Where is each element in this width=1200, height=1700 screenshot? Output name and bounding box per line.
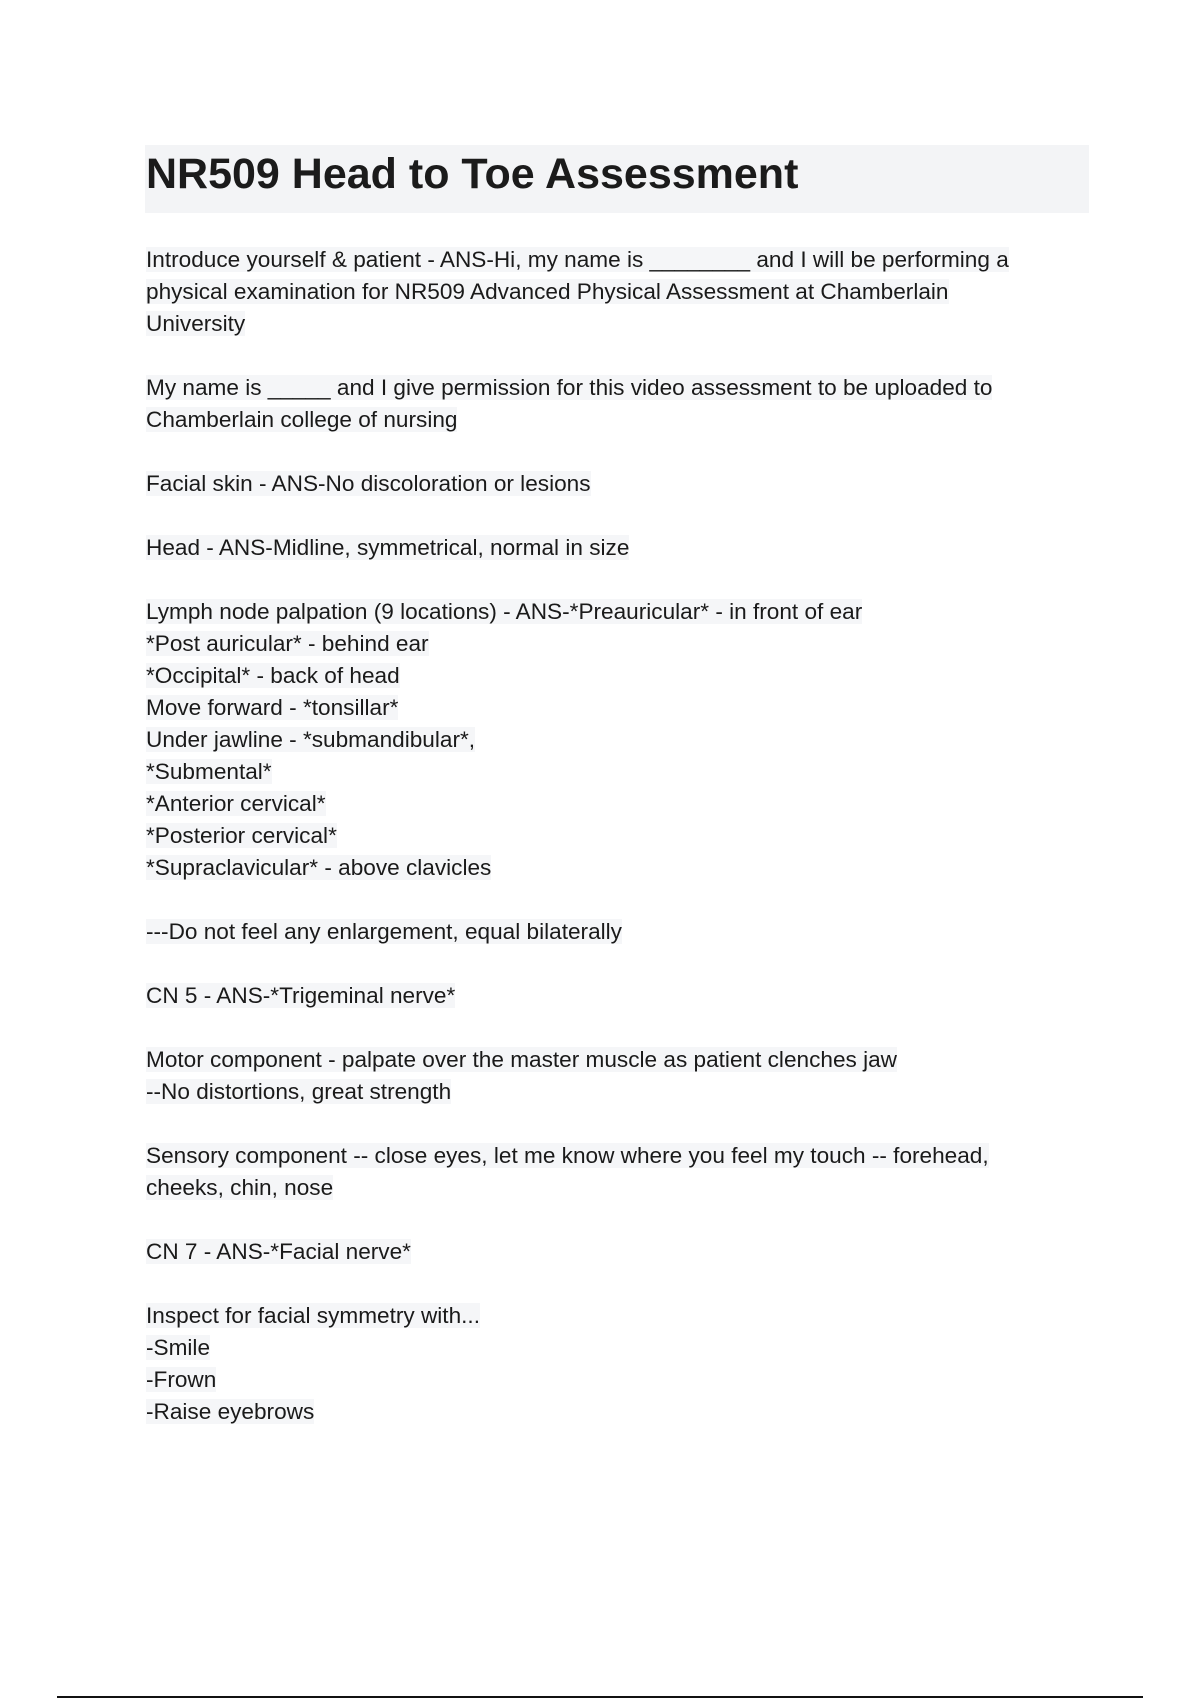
paragraph-sensory-component bbox=[146, 1140, 1086, 1204]
paragraph-motor-component bbox=[146, 1044, 1086, 1108]
paragraph-lymph-nodes bbox=[146, 596, 1086, 884]
text-line: University bbox=[146, 311, 246, 336]
text-line: *Submental* bbox=[146, 759, 272, 784]
text-line: *Anterior cervical* bbox=[146, 791, 326, 816]
text-line: Sensory component -- close eyes, let me know where you feel my touch -- forehead, bbox=[146, 1143, 989, 1168]
text-line: Inspect for facial symmetry with... bbox=[146, 1303, 480, 1328]
text-line: CN 7 - ANS-*Facial nerve* bbox=[146, 1239, 411, 1264]
paragraph-cn7 bbox=[146, 1236, 1086, 1268]
text-line: Chamberlain college of nursing bbox=[146, 407, 458, 432]
footer-divider bbox=[57, 1696, 1143, 1698]
text-line: Facial skin - ANS-No discoloration or lesions bbox=[146, 471, 591, 496]
text-line: physical examination for NR509 Advanced Physical Assessment at Chamberlain bbox=[146, 279, 949, 304]
text-line: ---Do not feel any enlargement, equal bilaterally bbox=[146, 919, 622, 944]
text-line: Head - ANS-Midline, symmetrical, normal in size bbox=[146, 535, 630, 560]
text-line: -Frown bbox=[146, 1367, 217, 1392]
text-line: *Post auricular* - behind ear bbox=[146, 631, 429, 656]
text-line: Motor component - palpate over the master muscle as patient clenches jaw bbox=[146, 1047, 897, 1072]
paragraph-facial-skin bbox=[146, 468, 1086, 500]
paragraph-introduction bbox=[146, 244, 1086, 340]
text-line: cheeks, chin, nose bbox=[146, 1175, 334, 1200]
text-line: *Posterior cervical* bbox=[146, 823, 337, 848]
paragraph-head bbox=[146, 532, 1086, 564]
text-line: Introduce yourself & patient - ANS-Hi, my name is ________ and I will be performing a bbox=[146, 247, 1009, 272]
text-line: CN 5 - ANS-*Trigeminal nerve* bbox=[146, 983, 456, 1008]
text-line: My name is _____ and I give permission for this video assessment to be uploaded to bbox=[146, 375, 993, 400]
text-line: Under jawline - *submandibular*, bbox=[146, 727, 476, 752]
paragraph-facial-symmetry bbox=[146, 1300, 1086, 1428]
text-line: Lymph node palpation (9 locations) - ANS-*Preauricular* - in front of ear bbox=[146, 599, 863, 624]
text-line: -Raise eyebrows bbox=[146, 1399, 315, 1424]
text-line: *Occipital* - back of head bbox=[146, 663, 400, 688]
text-line: -Smile bbox=[146, 1335, 211, 1360]
text-line: Move forward - *tonsillar* bbox=[146, 695, 399, 720]
paragraph-enlargement bbox=[146, 916, 1086, 948]
paragraph-cn5 bbox=[146, 980, 1086, 1012]
text-line: --No distortions, great strength bbox=[146, 1079, 452, 1104]
document-body bbox=[146, 244, 1086, 1460]
text-line: *Supraclavicular* - above clavicles bbox=[146, 855, 492, 880]
document-title: NR509 Head to Toe Assessment bbox=[146, 150, 799, 198]
paragraph-permission bbox=[146, 372, 1086, 436]
